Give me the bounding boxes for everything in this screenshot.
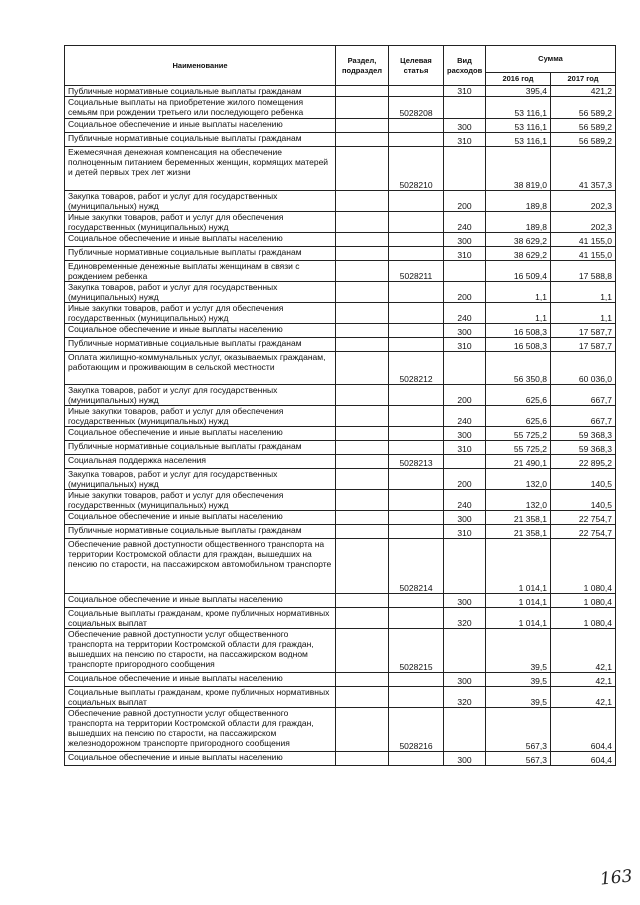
row-sum-2017: 202,3 <box>551 212 616 233</box>
row-sum-2017: 22 895,2 <box>551 455 616 469</box>
table-row <box>65 525 616 539</box>
row-target <box>389 441 444 455</box>
row-sum-2016: 21 490,1 <box>486 455 551 469</box>
row-sum-2016: 16 509,4 <box>486 261 551 282</box>
row-name: Публичные нормативные социальные выплаты гражданам <box>65 441 336 455</box>
row-target <box>389 324 444 338</box>
row-name: Социальное обеспечение и иные выплаты населению <box>65 233 336 247</box>
row-target <box>389 119 444 133</box>
budget-table <box>64 45 616 766</box>
row-sum-2016: 395,4 <box>486 86 551 97</box>
row-sum-2016: 55 725,2 <box>486 427 551 441</box>
row-target: 5028208 <box>389 97 444 119</box>
row-sum-2017: 56 589,2 <box>551 133 616 147</box>
row-name: Социальное обеспечение и иные выплаты населению <box>65 594 336 608</box>
row-sum-2017: 17 588,8 <box>551 261 616 282</box>
header-section: Раздел, подраздел <box>336 46 389 86</box>
table-row <box>65 469 616 490</box>
row-expense-type: 200 <box>444 191 486 212</box>
row-name: Социальное обеспечение и иные выплаты населению <box>65 752 336 766</box>
row-sum-2017: 17 587,7 <box>551 324 616 338</box>
table-row <box>65 441 616 455</box>
row-sum-2017: 56 589,2 <box>551 119 616 133</box>
table-row <box>65 629 616 673</box>
row-section <box>336 303 389 324</box>
row-target <box>389 427 444 441</box>
row-sum-2016: 16 508,3 <box>486 324 551 338</box>
table-row <box>65 247 616 261</box>
row-sum-2016: 38 819,0 <box>486 147 551 191</box>
row-sum-2017: 1,1 <box>551 282 616 303</box>
row-section <box>336 119 389 133</box>
row-sum-2016: 567,3 <box>486 708 551 752</box>
row-section <box>336 708 389 752</box>
row-sum-2017: 1 080,4 <box>551 608 616 629</box>
row-name: Ежемесячная денежная компенсация на обеспечение полноценным питанием беременных женщин, кормящих матерей и детей первых трех лет жизни <box>65 147 336 191</box>
row-sum-2017: 604,4 <box>551 752 616 766</box>
table-row <box>65 324 616 338</box>
row-sum-2017: 42,1 <box>551 629 616 673</box>
row-sum-2016: 16 508,3 <box>486 338 551 352</box>
row-name: Обеспечение равной доступности услуг общественного транспорта на территории Костромской области для граждан, вышедших на пенсию по старости, на пассажирском водном транспорте пригородного сообщения <box>65 629 336 673</box>
table-row <box>65 385 616 406</box>
row-expense-type: 310 <box>444 441 486 455</box>
row-sum-2016: 1,1 <box>486 282 551 303</box>
row-target <box>389 247 444 261</box>
row-expense-type <box>444 629 486 673</box>
row-target <box>389 233 444 247</box>
row-name: Социальная поддержка населения <box>65 455 336 469</box>
row-sum-2016: 1 014,1 <box>486 539 551 594</box>
row-sum-2016: 55 725,2 <box>486 441 551 455</box>
row-section <box>336 338 389 352</box>
row-expense-type: 300 <box>444 233 486 247</box>
table-row <box>65 608 616 629</box>
row-section <box>336 427 389 441</box>
row-sum-2016: 39,5 <box>486 629 551 673</box>
row-target <box>389 608 444 629</box>
row-expense-type: 240 <box>444 490 486 511</box>
row-sum-2017: 59 368,3 <box>551 427 616 441</box>
row-expense-type: 310 <box>444 247 486 261</box>
table-row <box>65 303 616 324</box>
table-row <box>65 673 616 687</box>
row-sum-2017: 421,2 <box>551 86 616 97</box>
row-name: Единовременные денежные выплаты женщинам в связи с рождением ребенка <box>65 261 336 282</box>
table-row <box>65 455 616 469</box>
row-name: Социальные выплаты гражданам, кроме публичных нормативных социальных выплат <box>65 687 336 708</box>
row-sum-2016: 53 116,1 <box>486 97 551 119</box>
row-expense-type: 320 <box>444 608 486 629</box>
row-section <box>336 525 389 539</box>
row-expense-type: 300 <box>444 324 486 338</box>
row-sum-2016: 1 014,1 <box>486 608 551 629</box>
table-row <box>65 594 616 608</box>
row-name: Иные закупки товаров, работ и услуг для обеспечения государственных (муниципальных) нужд <box>65 212 336 233</box>
row-sum-2017: 604,4 <box>551 708 616 752</box>
row-sum-2017: 667,7 <box>551 406 616 427</box>
row-name: Закупка товаров, работ и услуг для государственных (муниципальных) нужд <box>65 282 336 303</box>
row-expense-type <box>444 539 486 594</box>
row-sum-2017: 56 589,2 <box>551 97 616 119</box>
row-name: Публичные нормативные социальные выплаты гражданам <box>65 133 336 147</box>
row-section <box>336 233 389 247</box>
row-target <box>389 673 444 687</box>
row-expense-type <box>444 97 486 119</box>
row-name: Публичные нормативные социальные выплаты гражданам <box>65 338 336 352</box>
row-expense-type: 200 <box>444 469 486 490</box>
row-sum-2017: 41 155,0 <box>551 233 616 247</box>
row-sum-2017: 42,1 <box>551 673 616 687</box>
row-section <box>336 629 389 673</box>
table-row <box>65 212 616 233</box>
row-sum-2017: 1,1 <box>551 303 616 324</box>
row-sum-2016: 39,5 <box>486 687 551 708</box>
table-row <box>65 282 616 303</box>
row-sum-2016: 567,3 <box>486 752 551 766</box>
table-row <box>65 261 616 282</box>
row-section <box>336 490 389 511</box>
row-sum-2016: 38 629,2 <box>486 233 551 247</box>
row-name: Социальные выплаты на приобретение жилого помещения семьям при рождении третьего или последующего ребенка <box>65 97 336 119</box>
row-expense-type: 300 <box>444 511 486 525</box>
row-sum-2016: 625,6 <box>486 385 551 406</box>
row-expense-type: 240 <box>444 406 486 427</box>
row-target: 5028216 <box>389 708 444 752</box>
header-year-2016: 2016 год <box>486 73 551 86</box>
row-name: Социальное обеспечение и иные выплаты населению <box>65 427 336 441</box>
row-section <box>336 511 389 525</box>
row-name: Социальное обеспечение и иные выплаты населению <box>65 673 336 687</box>
table-row <box>65 427 616 441</box>
table-row <box>65 490 616 511</box>
row-name: Публичные нормативные социальные выплаты гражданам <box>65 247 336 261</box>
row-name: Социальные выплаты гражданам, кроме публичных нормативных социальных выплат <box>65 608 336 629</box>
row-target <box>389 594 444 608</box>
row-name: Обеспечение равной доступности услуг общественного транспорта на территории Костромской области для граждан, вышедших на пенсию по старости, на пассажирском железнодорожном транспорте пригородного сообщения <box>65 708 336 752</box>
row-name: Закупка товаров, работ и услуг для государственных (муниципальных) нужд <box>65 469 336 490</box>
row-target <box>389 282 444 303</box>
header-sum: Сумма <box>486 46 616 73</box>
row-sum-2017: 140,5 <box>551 490 616 511</box>
row-expense-type: 300 <box>444 594 486 608</box>
row-target <box>389 133 444 147</box>
row-target <box>389 303 444 324</box>
row-sum-2016: 189,8 <box>486 191 551 212</box>
row-section <box>336 147 389 191</box>
row-expense-type <box>444 147 486 191</box>
table-row <box>65 233 616 247</box>
table-row <box>65 406 616 427</box>
row-sum-2017: 17 587,7 <box>551 338 616 352</box>
row-target <box>389 212 444 233</box>
row-sum-2017: 60 036,0 <box>551 352 616 385</box>
table-row <box>65 511 616 525</box>
row-expense-type <box>444 708 486 752</box>
table-row <box>65 338 616 352</box>
row-target <box>389 511 444 525</box>
row-sum-2017: 42,1 <box>551 687 616 708</box>
row-target: 5028214 <box>389 539 444 594</box>
row-name: Публичные нормативные социальные выплаты гражданам <box>65 525 336 539</box>
row-section <box>336 133 389 147</box>
row-section <box>336 191 389 212</box>
row-sum-2016: 625,6 <box>486 406 551 427</box>
row-target: 5028211 <box>389 261 444 282</box>
row-target <box>389 191 444 212</box>
row-target <box>389 525 444 539</box>
row-section <box>336 469 389 490</box>
row-sum-2016: 53 116,1 <box>486 133 551 147</box>
row-expense-type: 200 <box>444 385 486 406</box>
row-name: Закупка товаров, работ и услуг для государственных (муниципальных) нужд <box>65 191 336 212</box>
row-sum-2017: 1 080,4 <box>551 594 616 608</box>
row-section <box>336 282 389 303</box>
table-row <box>65 97 616 119</box>
row-expense-type: 200 <box>444 282 486 303</box>
table-row <box>65 119 616 133</box>
row-expense-type: 320 <box>444 687 486 708</box>
row-name: Иные закупки товаров, работ и услуг для обеспечения государственных (муниципальных) нужд <box>65 490 336 511</box>
row-name: Социальное обеспечение и иные выплаты населению <box>65 324 336 338</box>
row-name: Закупка товаров, работ и услуг для государственных (муниципальных) нужд <box>65 385 336 406</box>
row-sum-2017: 202,3 <box>551 191 616 212</box>
row-expense-type: 300 <box>444 673 486 687</box>
row-target: 5028213 <box>389 455 444 469</box>
table-header <box>65 46 616 86</box>
row-section <box>336 406 389 427</box>
row-expense-type: 240 <box>444 303 486 324</box>
row-name: Иные закупки товаров, работ и услуг для обеспечения государственных (муниципальных) нужд <box>65 303 336 324</box>
row-sum-2016: 1 014,1 <box>486 594 551 608</box>
row-expense-type: 240 <box>444 212 486 233</box>
row-name: Иные закупки товаров, работ и услуг для обеспечения государственных (муниципальных) нужд <box>65 406 336 427</box>
row-section <box>336 594 389 608</box>
row-target: 5028215 <box>389 629 444 673</box>
row-name: Социальное обеспечение и иные выплаты населению <box>65 119 336 133</box>
row-sum-2017: 22 754,7 <box>551 511 616 525</box>
header-target: Целевая статья <box>389 46 444 86</box>
row-target <box>389 687 444 708</box>
row-expense-type <box>444 261 486 282</box>
row-sum-2016: 56 350,8 <box>486 352 551 385</box>
row-section <box>336 352 389 385</box>
row-section <box>336 324 389 338</box>
row-sum-2017: 41 357,3 <box>551 147 616 191</box>
table-row <box>65 191 616 212</box>
table-row <box>65 352 616 385</box>
row-section <box>336 86 389 97</box>
row-sum-2016: 132,0 <box>486 469 551 490</box>
header-name: Наименование <box>65 46 336 86</box>
table-row <box>65 687 616 708</box>
row-sum-2017: 667,7 <box>551 385 616 406</box>
row-section <box>336 212 389 233</box>
row-target <box>389 752 444 766</box>
table-row <box>65 539 616 594</box>
row-sum-2017: 1 080,4 <box>551 539 616 594</box>
row-target <box>389 385 444 406</box>
row-expense-type <box>444 455 486 469</box>
table-row <box>65 147 616 191</box>
table-row <box>65 86 616 97</box>
row-section <box>336 539 389 594</box>
row-expense-type: 310 <box>444 86 486 97</box>
row-name: Оплата жилищно-коммунальных услуг, оказываемых гражданам, работающим и проживающим в сельской местности <box>65 352 336 385</box>
row-section <box>336 455 389 469</box>
header-type: Вид расходов <box>444 46 486 86</box>
row-section <box>336 687 389 708</box>
row-expense-type: 300 <box>444 119 486 133</box>
row-target <box>389 338 444 352</box>
row-sum-2017: 140,5 <box>551 469 616 490</box>
page-number: 163 <box>599 866 634 890</box>
row-section <box>336 261 389 282</box>
row-name: Социальное обеспечение и иные выплаты населению <box>65 511 336 525</box>
row-sum-2016: 21 358,1 <box>486 511 551 525</box>
header-year-2017: 2017 год <box>551 73 616 86</box>
row-target <box>389 406 444 427</box>
row-target: 5028210 <box>389 147 444 191</box>
row-name: Публичные нормативные социальные выплаты гражданам <box>65 86 336 97</box>
row-expense-type: 300 <box>444 427 486 441</box>
row-expense-type <box>444 352 486 385</box>
table-body <box>65 86 616 766</box>
row-name: Обеспечение равной доступности общественного транспорта на территории Костромской области для граждан, вышедших на пенсию по старости, на пассажирском автомобильном транспорте <box>65 539 336 594</box>
row-target <box>389 469 444 490</box>
row-sum-2016: 132,0 <box>486 490 551 511</box>
row-section <box>336 97 389 119</box>
row-sum-2017: 22 754,7 <box>551 525 616 539</box>
row-sum-2016: 39,5 <box>486 673 551 687</box>
row-section <box>336 673 389 687</box>
row-section <box>336 441 389 455</box>
row-sum-2016: 1,1 <box>486 303 551 324</box>
row-target <box>389 86 444 97</box>
row-sum-2017: 59 368,3 <box>551 441 616 455</box>
table-row <box>65 133 616 147</box>
row-sum-2016: 21 358,1 <box>486 525 551 539</box>
row-section <box>336 247 389 261</box>
row-section <box>336 752 389 766</box>
row-expense-type: 310 <box>444 525 486 539</box>
row-sum-2017: 41 155,0 <box>551 247 616 261</box>
row-target <box>389 490 444 511</box>
row-target: 5028212 <box>389 352 444 385</box>
row-expense-type: 310 <box>444 133 486 147</box>
row-expense-type: 310 <box>444 338 486 352</box>
table-row <box>65 752 616 766</box>
row-sum-2016: 53 116,1 <box>486 119 551 133</box>
row-expense-type: 300 <box>444 752 486 766</box>
row-sum-2016: 189,8 <box>486 212 551 233</box>
table-row <box>65 708 616 752</box>
row-section <box>336 385 389 406</box>
row-sum-2016: 38 629,2 <box>486 247 551 261</box>
row-section <box>336 608 389 629</box>
